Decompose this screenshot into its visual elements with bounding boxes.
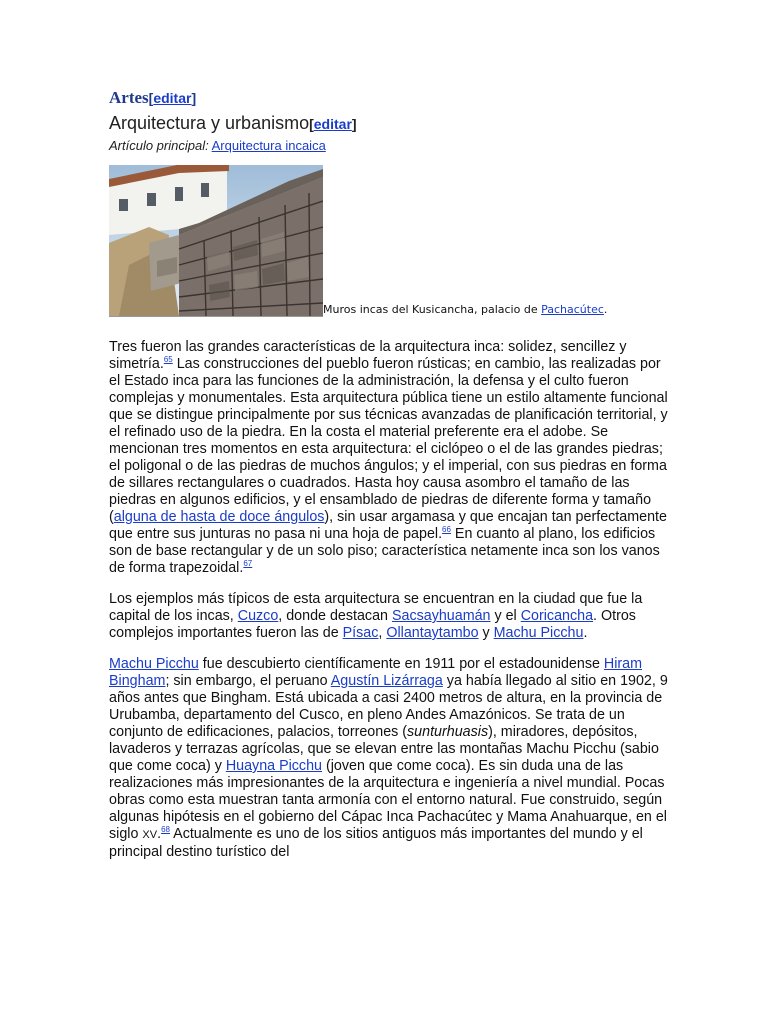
edit-link-wrapper: [editar]	[148, 90, 197, 106]
edit-link-wrapper: [editar]	[309, 116, 357, 132]
main-article-note: Artículo principal: Arquitectura incaica	[109, 138, 326, 153]
paragraph-2: Los ejemplos más típicos de esta arquitectura se encuentran en la ciudad que fue la capital de los incas, Cuzco, donde destacan Sacsayhuamán y el Coricancha. Otros complejos importantes fueron las de Písac, Ollantaytambo y Machu Picchu.	[109, 591, 643, 641]
link-huayna-picchu[interactable]: Huayna Picchu	[225, 758, 322, 774]
ref-66[interactable]: 66	[442, 525, 451, 535]
link-hiram-bingham[interactable]: Hiram Bingham	[109, 656, 643, 689]
link-doce-angulos[interactable]: alguna de hasta de doce ángulos	[113, 509, 325, 525]
link-sacsayhuaman[interactable]: Sacsayhuamán	[391, 608, 491, 624]
ref-67[interactable]: 67	[243, 559, 253, 569]
subsection-heading-arquitectura: Arquitectura y urbanismo[editar]	[109, 113, 357, 133]
link-machu-picchu-2[interactable]: Machu Picchu	[109, 656, 199, 672]
link-cuzco[interactable]: Cuzco	[237, 608, 279, 624]
paragraph-3: Machu Picchu fue descubierto científicamente en 1911 por el estadounidense Hiram Bingham; sin embargo, el peruano Agustín Lizárraga ya había llegado al sitio en 1902, 9 años antes que Bingham. Está ubicada a casi 2400 metros de altura, en la provincia de Urubamba, departamento del Cusco, en pleno Andes Amazónicos. Se trata de un conjunto de edificaciones, palacios, torreones (sunturhuasis), miradores, depósitos, lavaderos y terrazas agrícolas, que se elevan entre las montañas Machu Picchu (sabio que come coca) y Huayna Picchu (joven que come coca). Es sin duda una de las realizaciones más impresionantes de la arquitectura e ingeniería a nivel mundial. Pocas obras como esta muestran tanta armonía con el entorno natural. Fue construido, según algunas hipótesis en el gobierno del Cápac Inca Pachacútec y Mama Anahuarque, en el siglo XV.$^{68}$ Actualmente es uno de los sitios antiguos más importantes del mundo y el principal destino turístico del	[109, 656, 668, 860]
caption-link-pachacutec[interactable]: Pachacútec	[541, 303, 604, 316]
link-ollantaytambo[interactable]: Ollantaytambo	[386, 625, 479, 641]
link-coricancha[interactable]: Coricancha	[520, 608, 594, 624]
article-content	[109, 86, 669, 861]
figure	[109, 165, 669, 325]
figure-caption: Muros incas del Kusicancha, palacio de Pachacútec.	[323, 303, 608, 316]
paragraph-1: Tres fueron las grandes características de la arquitectura inca: solidez, sencillez y simetría.$^{65}$ Las construcciones del pueblo fueron rústicas; en cambio, las realizadas por el Estado inca para las funciones de la administración, la defensa y el culto fueron complejas y monumentales. Esta arquitectura pública tiene un estilo altamente funcional que se distingue principalmente por sus técnicas avanzadas de planificación territorial, y el refinado uso de la piedra. En la costa el material preferente era el adobe. Se mencionan tres momentos en esta arquitectura: el ciclópeo o el de las grandes piedras; el poligonal o de las piedras de muchos ángulos; y el imperial, con sus piedras en forma de sillares rectangulares o cuadrados. Hasta hoy causa asombro el tamaño de las piedras en algunos edificios, y el ensamblado de piedras de diferente forma y tamaño (alguna de hasta de doce ángulos), sin usar argamasa y que encajan tan perfectamente que entre sus junturas no pasa ni una hoja de papel.$^{66}$ En cuanto al plano, los edificios son de base rectangular y de un solo piso; característica netamente inca son los vanos de forma trapezoidal.$^{67}$	[109, 339, 668, 576]
link-machu-picchu[interactable]: Machu Picchu	[493, 625, 584, 641]
link-agustin-lizarraga[interactable]: Agustín Lizárraga	[330, 673, 443, 689]
link-pisac[interactable]: Písac	[342, 625, 379, 641]
ref-65[interactable]: 65	[163, 355, 173, 365]
ref-68[interactable]: 68	[161, 825, 170, 835]
inca-wall-photo[interactable]	[109, 165, 323, 317]
edit-link-arquitectura[interactable]: editar	[313, 116, 352, 132]
main-article-link[interactable]: Arquitectura incaica	[211, 138, 326, 153]
edit-link-artes[interactable]: editar	[153, 90, 192, 106]
section-heading-artes: Artes[editar]	[109, 88, 197, 107]
